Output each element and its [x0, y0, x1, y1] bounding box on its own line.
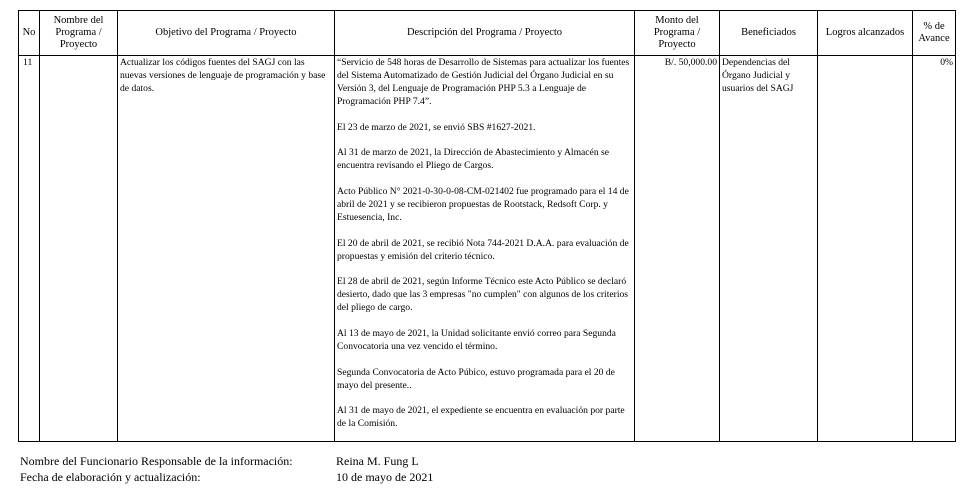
cell-no: 11: [19, 56, 40, 442]
responsable-label: Nombre del Funcionario Responsable de la información:: [20, 454, 293, 468]
header-beneficiados: Beneficiados: [720, 11, 818, 56]
fecha-label: Fecha de elaboración y actualización:: [20, 470, 201, 484]
descripcion-paragraph: “Servicio de 548 horas de Desarrollo de Sistemas para actualizar los fuentes del Sistema Automatizado de Gestión Judicial del Órgano Judicial en su Versión 3, del Lenguaje de Programación PHP 5.3 a Lenguaje de Programación PHP 7.4”.: [337, 57, 630, 107]
cell-objetivo: Actualizar los códigos fuentes del SAGJ con las nuevas versiones de lenguaje de programación y base de datos.: [118, 56, 335, 442]
descripcion-paragraph: El 28 de abril de 2021, según Informe Técnico este Acto Público se declaró desierto, dado que las 3 empresas "no cumplen" con algunos de los criterios del pliego de cargo.: [337, 276, 629, 314]
cell-logros: [818, 56, 913, 442]
descripcion-paragraph: Al 31 de marzo de 2021, la Dirección de Abastecimiento y Almacén se encuentra revisando el Pliego de Cargos.: [337, 147, 610, 172]
descripcion-paragraph: Acto Público N° 2021-0-30-0-08-CM-021402 fue programado para el 14 de abril de 2021 y se recibieron propuestas de Rootstack, Redsoft Corp. y Estuesencia, Inc.: [337, 186, 629, 223]
responsable-value: Reina M. Fung L: [336, 454, 419, 468]
header-nombre: Nombre del Programa / Proyecto: [40, 11, 118, 56]
descripcion-paragraph: Al 13 de mayo de 2021, la Unidad solicitante envió correo para Segunda Convocatoria una vez vencido el término.: [337, 327, 616, 352]
cell-avance: 0%: [913, 56, 956, 442]
cell-monto: B/. 50,000.00: [635, 56, 720, 442]
program-table: [18, 10, 956, 442]
cell-nombre: [40, 56, 118, 442]
header-avance: % de Avance: [913, 11, 956, 56]
fecha-value: 10 de mayo de 2021: [336, 470, 434, 484]
descripcion-paragraph: Al 31 de mayo de 2021, el expediente se encuentra en evaluación por parte de la Comisión.: [337, 405, 625, 430]
header-objetivo: Objetivo del Programa / Proyecto: [118, 11, 335, 56]
cell-descripcion: [335, 56, 635, 442]
table-row: [19, 56, 956, 442]
cell-beneficiados: Dependencias del Órgano Judicial y usuarios del SAGJ: [720, 56, 818, 442]
header-logros: Logros alcanzados: [818, 11, 913, 56]
header-no: No: [19, 11, 40, 56]
descripcion-paragraph: Segunda Convocatoria de Acto Púbico, estuvo programada para el 20 de mayo del presente..: [337, 366, 615, 391]
descripcion-paragraph: El 23 de marzo de 2021, se envió SBS #1627-2021.: [337, 121, 536, 133]
header-descripcion: Descripción del Programa / Proyecto: [335, 11, 635, 56]
descripcion-paragraph: El 20 de abril de 2021, se recibió Nota 744-2021 D.A.A. para evaluación de propuestas y emisión del criterio técnico.: [337, 237, 629, 262]
header-monto: Monto del Programa / Proyecto: [635, 11, 720, 56]
table-header-row: [19, 11, 956, 56]
